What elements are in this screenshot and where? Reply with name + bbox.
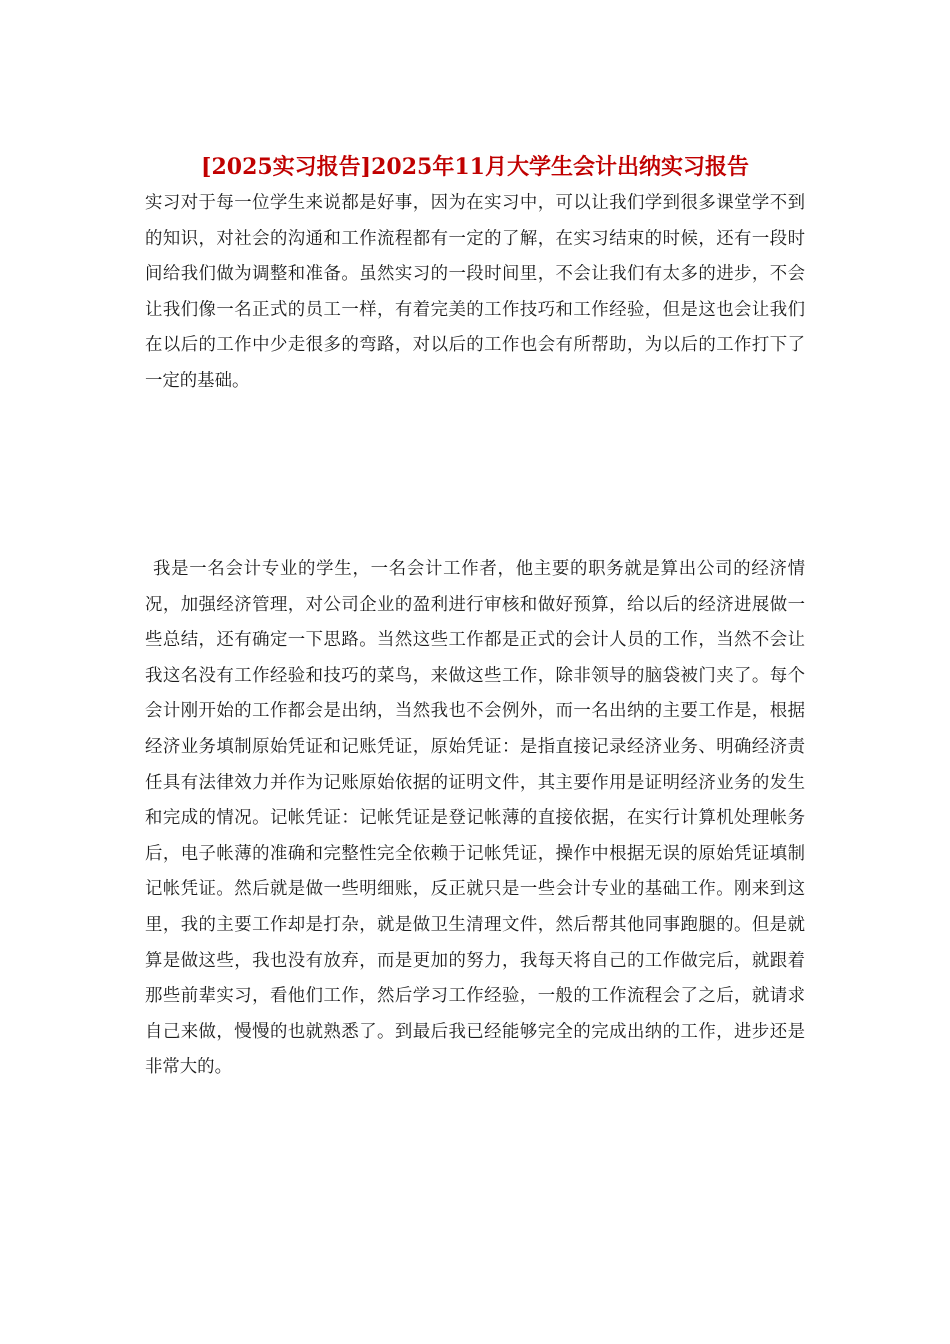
document-title: [2025实习报告]2025年11月大学生会计出纳实习报告 — [201, 154, 749, 180]
body-paragraph-intro: 实习对于每一位学生来说都是好事，因为在实习中，可以让我们学到很多课堂学不到的知识，对社会的沟通和工作流程都有一定的了解，在实习结束的时候，还有一段时间给我们做为调整和准备。虽然实习的一段时间里，不会让我们有太多的进步，不会让我们像一名正式的员工一样，有着完美的工作技巧和工作经验，但是这也会让我们在以后的工作中少走很多的弯路，对以后的工作也会有所帮助，为以后的工作打下了一定的基础。 — [145, 193, 805, 391]
body-paragraph-experience: 我是一名会计专业的学生，一名会计工作者，他主要的职务就是算出公司的经济情况，加强经济管理，对公司企业的盈利进行审核和做好预算，给以后的经济进展做一些总结，还有确定一下思路。当然这些工作都是正式的会计人员的工作，当然不会让我这名没有工作经验和技巧的菜鸟，来做这些工作，除非领导的脑袋被门夹了。每个会计刚开始的工作都会是出纳，当然我也不会例外，而一名出纳的主要工作是，根据经济业务填制原始凭证和记账凭证，原始凭证：是指直接记录经济业务、明确经济责任具有法律效力并作为记账原始依据的证明文件，其主要作用是证明经济业务的发生和完成的情况。记帐凭证：记帐凭证是登记帐薄的直接依据，在实行计算机处理帐务后，电子帐薄的准确和完整性完全依赖于记帐凭证，操作中根据无误的原始凭证填制记帐凭证。然后就是做一些明细账，反正就只是一些会计专业的基础工作。刚来到这里，我的主要工作却是打杂，就是做卫生清理文件，然后帮其他同事跑腿的。但是就算是做这些，我也没有放弃，而是更加的努力，我每天将自己的工作做完后，就跟着那些前辈实习，看他们工作，然后学习工作经验，一般的工作流程会了之后，就请求自己来做，慢慢的也就熟悉了。到最后我已经能够完全的完成出纳的工作，进步还是非常大的。 — [145, 559, 805, 1078]
